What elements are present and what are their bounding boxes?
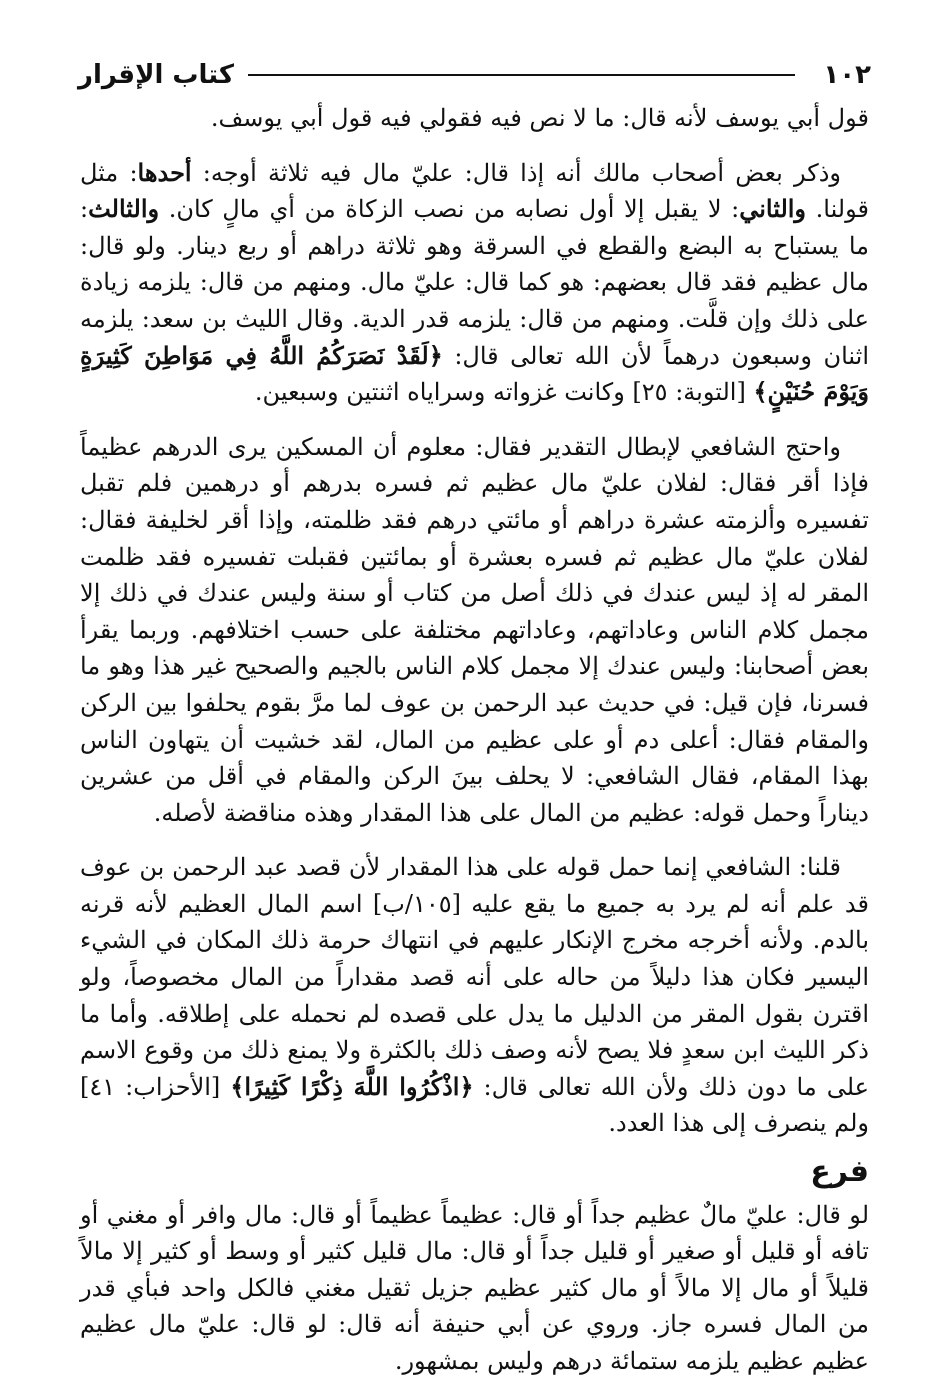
paragraph-4-text-b: [الأحزاب: ٤١] ولم ينصرف إلى هذا العدد. [80, 1072, 869, 1138]
term-third: والثالث [88, 194, 160, 224]
term-first: أحدها [137, 157, 192, 187]
header-rule [248, 74, 795, 76]
paragraph-5: لو قال: عليّ مالٌ عظيم جداً أو قال: عظيماً عظيماً أو قال: مال وافر أو مغني أو تافه أو قليل أو صغير أو قليل جداً أو قال: مال قليل كثير أو وسط أو كثير إلا مالاً قليلاً أو مال إلا مالاً أو مال كثير عظيم جزيل ثقيل مغني فالكل واحد فبأي قدر من المال فسره جاز. وروي عن أبي حنيفة أنه قال: لو قال: عليّ مال عظيم عظيم عظيم يلزمه ستمائة درهم وليس بمشهور. [80, 1200, 869, 1375]
paragraph-2-text-a: وذكر بعض أصحاب مالك أنه إذا قال: عليّ مال فيه ثلاثة أوجه: [202, 158, 841, 187]
quran-verse-ahzab: ﴿اذْكُرُوا اللَّهَ ذِكْرًا كَثِيرًا﴾ [230, 1071, 474, 1101]
running-header [78, 58, 871, 92]
paragraph-4 [80, 849, 869, 1142]
paragraph-2-text-f: [التوبة: ٢٥] وكانت غزواته وسراياه اثنتين وسبعين. [254, 378, 746, 407]
paragraph-2 [80, 155, 869, 411]
book-title: كتاب الإقرار [78, 60, 235, 90]
paragraph-1: قول أبي يوسف لأنه قال: ما لا نص فيه فقولي فيه قول أبي يوسف. [210, 104, 869, 132]
body-text [80, 100, 869, 1380]
page-number: ١٠٢ [823, 60, 871, 90]
section-heading: فرع [810, 1154, 869, 1190]
quran-verse-tawbah: ﴿لَقَدْ نَصَرَكُمُ اللَّهُ فِي مَوَاطِنَ كَثِيرَةٍ وَيَوْمَ حُنَيْنٍ﴾ [80, 340, 869, 407]
paragraph-3: واحتج الشافعي لإبطال التقدير فقال: معلوم أن المسكين يرى الدرهم عظيماً فإذا أقر فقال: لفلان عليّ مال عظيم ثم فسره بدرهم أو درهمين فلم تقبل تفسيره وألزمته عشرة دراهم أو مائتي درهم فقد ظلمته، وإذا أقر لخليفة فقال: لفلان عليّ مال عظيم ثم فسره بعشرة أو بمائتين فقبلت تفسيره فقد ظلمت المقر له إذ ليس عندك في ذلك أصل من كتاب أو سنة وليس عندك في ذلك إلا مجمل كلام الناس وعاداتهم، وعاداتهم مختلفة على حسب اختلافهم. وربما يقرأ بعض أصحابنا: وليس عندك إلا مجمل كلام الناس بالجيم والصحيح غير هذا وهو ما فسرنا، فإن قيل: في حديث عبد الرحمن بن عوف لما مرَّ بقوم يحلفوا بين الركن والمقام فقال: أعلى دم أو على عظيم من المال، لقد خشيت أن يتهاون الناس بهذا المقام، فقال الشافعي: لا يحلف بينَ الركن والمقام في أقل من عشرين ديناراً وحمل قوله: عظيم من المال على هذا المقدار وهذه مناقضة لأصله. [80, 432, 870, 827]
paragraph-2-text-c: : مثل قولنا. [80, 158, 869, 224]
term-second: والثاني [739, 194, 807, 224]
paragraph-2-text-d: : لا يقبل إلا أول نصابه من نصب الزكاة من أي مالٍ كان. [168, 195, 740, 224]
paragraph-4-text-a: قلنا: الشافعي إنما حمل قوله على هذا المقدار لأن قصد عبد الرحمن بن عوف قد علم أنه لم يرد به جميع ما يقع عليه [١٠٥/ب] اسم المال العظيم لأنه قرنه بالدم. ولأنه أخرجه مخرج الإنكار عليهم في انتهاك حرمة ذلك المكان في الشيء اليسير فكان هذا دليلاً من حاله على أنه قصد مقداراً من المال مخصوصاً، ولو اقترن بقول المقر من الدليل ما يدل على قصده لم نحمله على إطلاقه. وأما ما ذكر الليث ابن سعدٍ فلا يصح لأنه وصف ذلك بالكثرة ولا يمنع ذلك من وقوع الاسم على ما دون ذلك ولأن الله تعالى قال: [80, 853, 870, 1101]
paragraph-2-text-e: : ما يستباح به البضع والقطع في السرقة وهو ثلاثة دراهم أو ربع دينار. ولو قال: مال عظيم فقد قال بعضهم: هو كما قال: عليّ مال. ومنهم من قال: يلزمه زيادة على ذلك وإن قلَّت. ومنهم من قال: يلزمه قدر الدية. وقال الليث بن سعد: يلزمه اثنان وسبعون درهماً لأن الله تعالى قال: [80, 195, 869, 370]
